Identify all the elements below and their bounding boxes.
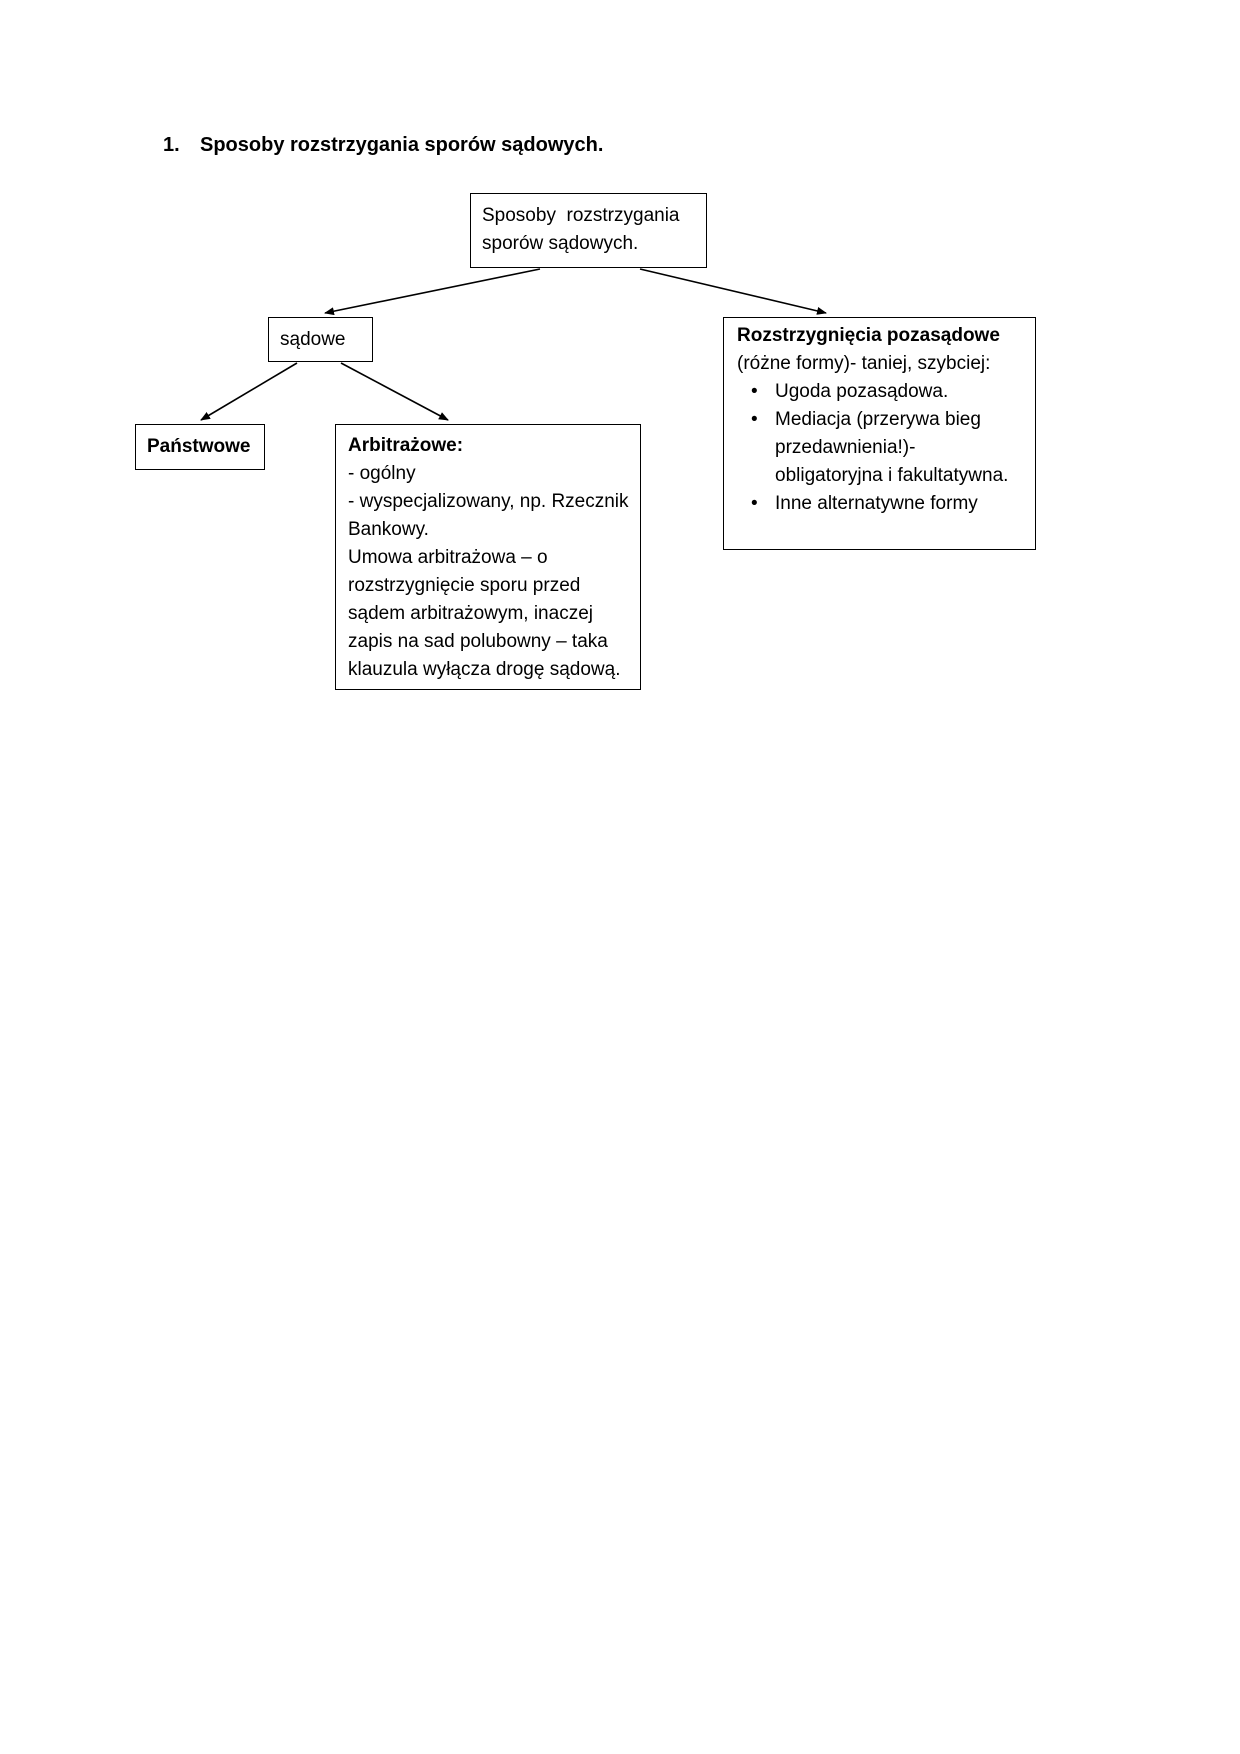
bullet-item: • Inne alternatywne formy: [737, 490, 1025, 518]
pozasadowe-bullet-list: [737, 378, 1025, 518]
bullet-item: • Mediacja (przerywa bieg przedawnienia!)- obligatoryjna i fakultatywna.: [737, 406, 1025, 490]
panstwowe-node: [135, 424, 265, 470]
heading-title: Sposoby rozstrzygania sporów sądowych.: [200, 134, 604, 156]
pozasadowe-node: [723, 317, 1036, 550]
bullet-item: • Ugoda pozasądowa.: [737, 378, 1025, 406]
sadowe-label: sądowe: [280, 328, 346, 350]
heading-number: 1.: [163, 134, 180, 156]
arrow-root-to-pozasadowe: [640, 269, 826, 313]
pozasadowe-title: Rozstrzygnięcia pozasądowe: [737, 325, 1000, 346]
arrow-sadowe-to-panstwowe: [201, 363, 297, 420]
root-node: Sposoby rozstrzygania sporów sądowych.: [470, 193, 707, 268]
arrow-root-to-sadowe: [325, 269, 540, 313]
arbitrazowe-paragraph: Umowa arbitrażowa – o rozstrzygnięcie sporu przed sądem arbitrażowym, inaczej zapis na sad polubowny – taka klauzula wyłącza drogę sądową.: [348, 547, 621, 680]
section-heading: [163, 131, 603, 159]
arrow-sadowe-to-arbitrazowe: [341, 363, 448, 420]
arbitrazowe-item: - wyspecjalizowany, np. Rzecznik Bankowy.: [348, 491, 629, 540]
sadowe-node: [268, 317, 373, 362]
arbitrazowe-title: Arbitrażowe:: [348, 435, 464, 456]
arbitrazowe-node: [335, 424, 641, 690]
pozasadowe-subtitle: (różne formy)- taniej, szybciej:: [737, 353, 991, 374]
arbitrazowe-item: - ogólny: [348, 463, 416, 484]
panstwowe-label: Państwowe: [147, 436, 251, 457]
